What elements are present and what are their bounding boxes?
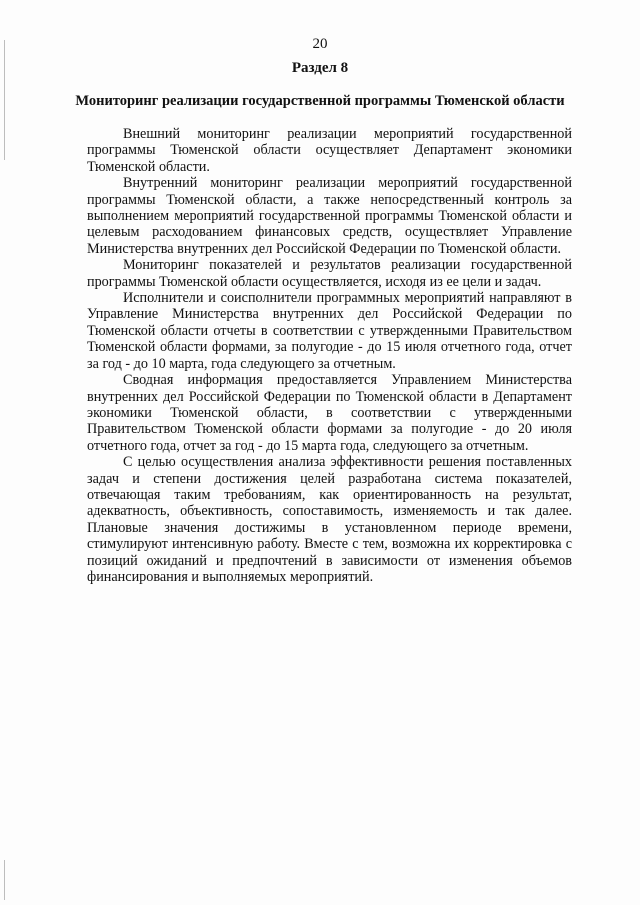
- paragraph-external-monitoring: Внешний мониторинг реализации мероприятий государственной программы Тюменской области осуществляет Департамент экономики Тюменской области.: [87, 126, 572, 175]
- section-title: Раздел 8: [291, 60, 349, 76]
- page-number: 20: [312, 36, 328, 52]
- paragraph-internal-monitoring: Внутренний мониторинг реализации мероприятий государственной программы Тюменской области, а также непосредственный контроль за выполнением мероприятий государственной программы Тюменской области и целевым расходованием финансовых средств, осуществляет Управление Министерства внутренних дел Российской Федерации по Тюменской области.: [87, 175, 572, 257]
- paragraph-efficiency-analysis: С целью осуществления анализа эффективности решения поставленных задач и степени достижения целей разработана система показателей, отвечающая таким требованиям, как ориентированность на результат, адекватность, объективность, сопоставимость, изменяемость и так далее. Плановые значения достижимы в установленном периоде времени, стимулируют интенсивную работу. Вместе с тем, возможна их корректировка с позиций ожиданий и предпочтений в зависимости от изменения объемов финансирования и выполняемых мероприятий.: [87, 454, 572, 585]
- scan-edge-mark-bottom: [4, 860, 5, 900]
- document-heading: Мониторинг реализации государственной программы Тюменской области: [75, 93, 565, 109]
- body-text: [87, 126, 572, 585]
- paragraph-indicator-monitoring: Мониторинг показателей и результатов реализации государственной программы Тюменской области осуществляется, исходя из ее цели и задач.: [87, 257, 572, 290]
- paragraph-summary-information: Сводная информация предоставляется Управлением Министерства внутренних дел Российской Федерации по Тюменской области в Департамент экономики Тюменской области, в соответствии с утвержденными Правительством Тюменской области формами за полугодие - до 20 июля отчетного года, отчет за год - до 15 марта года, следующего за отчетным.: [87, 372, 572, 454]
- paragraph-executors-reports: Исполнители и соисполнители программных мероприятий направляют в Управление Министерства внутренних дел Российской Федерации по Тюменской области отчеты в соответствии с утвержденными Правительством Тюменской области формами, за полугодие - до 15 июля отчетного года, отчет за год - до 10 марта, года следующего за отчетным.: [87, 290, 572, 372]
